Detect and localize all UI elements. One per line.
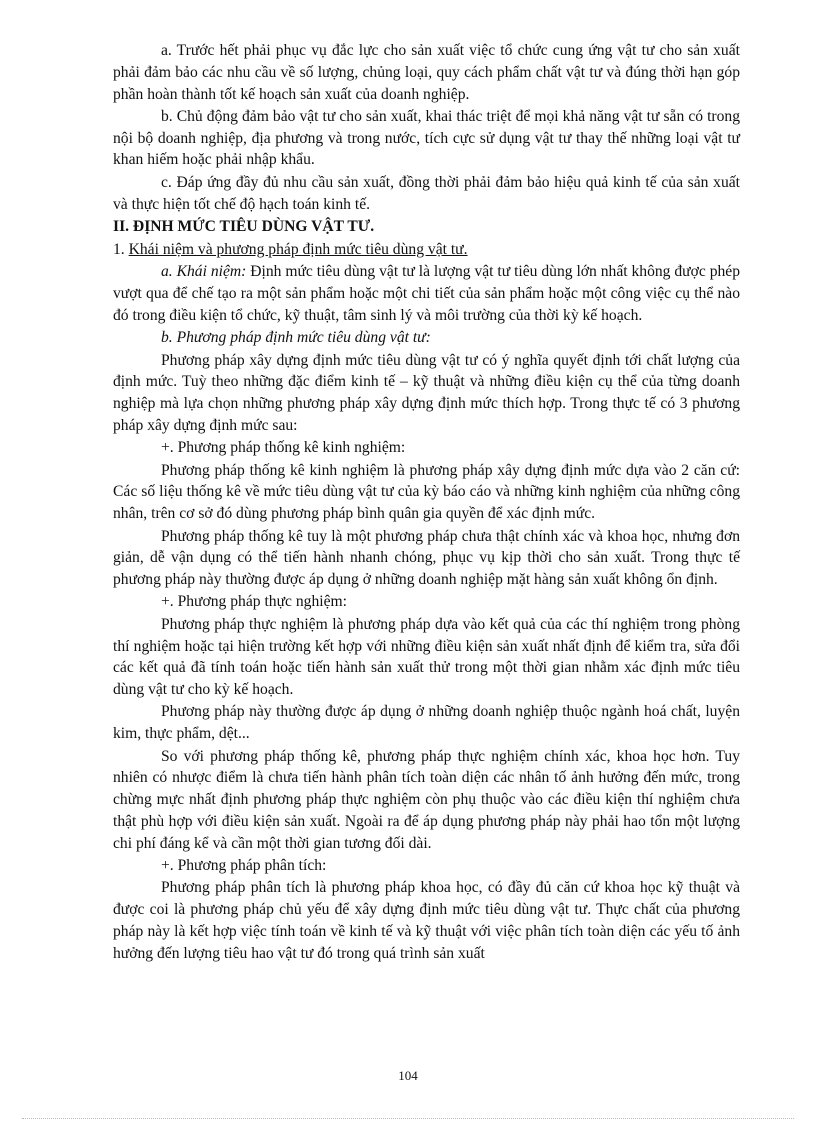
- subsection-heading: [113, 239, 740, 261]
- page-content: [113, 40, 740, 965]
- method-1-title: +. Phương pháp thống kê kinh nghiệm:: [161, 439, 406, 457]
- page-number: 104: [398, 1068, 418, 1083]
- concept-label: a. Khái niệm:: [161, 263, 247, 281]
- page-bottom-divider: [22, 1118, 794, 1119]
- concept-paragraph: [113, 261, 740, 326]
- method-2-paragraph-1: Phương pháp thực nghiệm là phương pháp dựa vào kết quả của các thí nghiệm trong phòng thí nghiệm hoặc tại hiện trường kết hợp với những điều kiện sản xuất nhất định để kiểm tra, sửa đổi các kết quả đã tính toán hoặc tiến hành sản xuất thử trong một thời gian nhằm xác định mức tiêu dùng vật tư cho kỳ kế hoạch.: [113, 615, 740, 699]
- method-2-paragraph-2: Phương pháp này thường được áp dụng ở những doanh nghiệp thuộc ngành hoá chất, luyện kim, thực phẩm, dệt...: [113, 703, 740, 743]
- method-label: b. Phương pháp định mức tiêu dùng vật tư:: [161, 329, 431, 347]
- paragraph-c: c. Đáp ứng đầy đủ nhu cầu sản xuất, đồng thời phải đảm bảo hiệu quả kinh tế của sản xuất và thực hiện tốt chế độ hạch toán kinh tế.: [113, 173, 740, 213]
- method-1-paragraph-2: Phương pháp thống kê tuy là một phương pháp chưa thật chính xác và khoa học, nhưng đơn giản, dễ vận dụng có thể tiến hành nhanh chóng, phục vụ kịp thời cho sản xuất. Trong thực tế phương pháp này thường được áp dụng ở những doanh nghiệp mặt hàng sản xuất không ổn định.: [113, 527, 740, 589]
- method-1-paragraph-1: Phương pháp thống kê kinh nghiệm là phương pháp xây dựng định mức dựa vào 2 căn cứ: Các số liệu thống kê về mức tiêu dùng vật tư của kỳ báo cáo và những kinh nghiệm của những công nhân, trên cơ sở đó dùng phương pháp bình quân gia quyền để xác định mức.: [113, 461, 740, 523]
- paragraph-b: b. Chủ động đảm bảo vật tư cho sản xuất, khai thác triệt để mọi khả năng vật tư sẵn có trong nội bộ doanh nghiệp, địa phương và trong nước, tích cực sử dụng vật tư thay thế những loại vật tư khan hiếm hoặc phải nhập khẩu.: [113, 107, 740, 169]
- concept-text: Định mức tiêu dùng vật tư là lượng vật tư tiêu dùng lớn nhất không được phép vượt qua để chế tạo ra một sản phẩm hoặc một chi tiết của sản phẩm hoặc một công việc cụ thể nào đó trong điều kiện tổ chức, kỹ thuật, tâm sinh lý và môi trường của thời kỳ kế hoạch.: [113, 263, 740, 325]
- method-intro: Phương pháp xây dựng định mức tiêu dùng vật tư có ý nghĩa quyết định tới chất lượng của định mức. Tuỳ theo những đặc điểm kinh tế – kỹ thuật và những điều kiện cụ thể của từng doanh nghiệp mà lựa chọn những phương pháp xây dựng định mức thích hợp. Trong thực tế có 3 phương pháp xây dựng định mức sau:: [113, 351, 740, 435]
- subsection-number: 1.: [113, 240, 125, 258]
- subsection-title: Khái niệm và phương pháp định mức tiêu dùng vật tư.: [128, 240, 468, 258]
- method-3-paragraph-1: Phương pháp phân tích là phương pháp khoa học, có đầy đủ căn cứ khoa học kỹ thuật và được coi là phương pháp chủ yếu để xây dựng định mức tiêu dùng vật tư. Thực chất của phương pháp này là kết hợp việc tính toán về kinh tế và kỹ thuật với việc phân tích toàn diện các yếu tố ảnh hưởng đến lượng tiêu hao vật tư đó trong quá trình sản xuất: [113, 879, 740, 962]
- method-2-paragraph-3: So với phương pháp thống kê, phương pháp thực nghiệm chính xác, khoa học hơn. Tuy nhiên có nhược điểm là chưa tiến hành phân tích toàn diện các nhân tố ảnh hưởng đến mức, trong chừng mực nhất định phương pháp thực nghiệm còn phụ thuộc vào các điều kiện thí nghiệm chưa thật phù hợp với điều kiện sản xuất. Ngoài ra để áp dụng phương pháp này phải hao tổn một lượng chi phí đáng kể và cần một thời gian tương đối dài.: [113, 747, 740, 852]
- section-heading: II. ĐỊNH MỨC TIÊU DÙNG VẬT TƯ.: [113, 217, 375, 235]
- paragraph-a: a. Trước hết phải phục vụ đắc lực cho sản xuất việc tổ chức cung ứng vật tư cho sản xuất phải đảm bảo các nhu cầu về số lượng, chủng loại, quy cách phẩm chất vật tư và đúng thời hạn góp phần hoàn thành tốt kế hoạch sản xuất của doanh nghiệp.: [113, 42, 740, 103]
- method-3-title: +. Phương pháp phân tích:: [161, 856, 327, 874]
- method-2-title: +. Phương pháp thực nghiệm:: [161, 593, 347, 611]
